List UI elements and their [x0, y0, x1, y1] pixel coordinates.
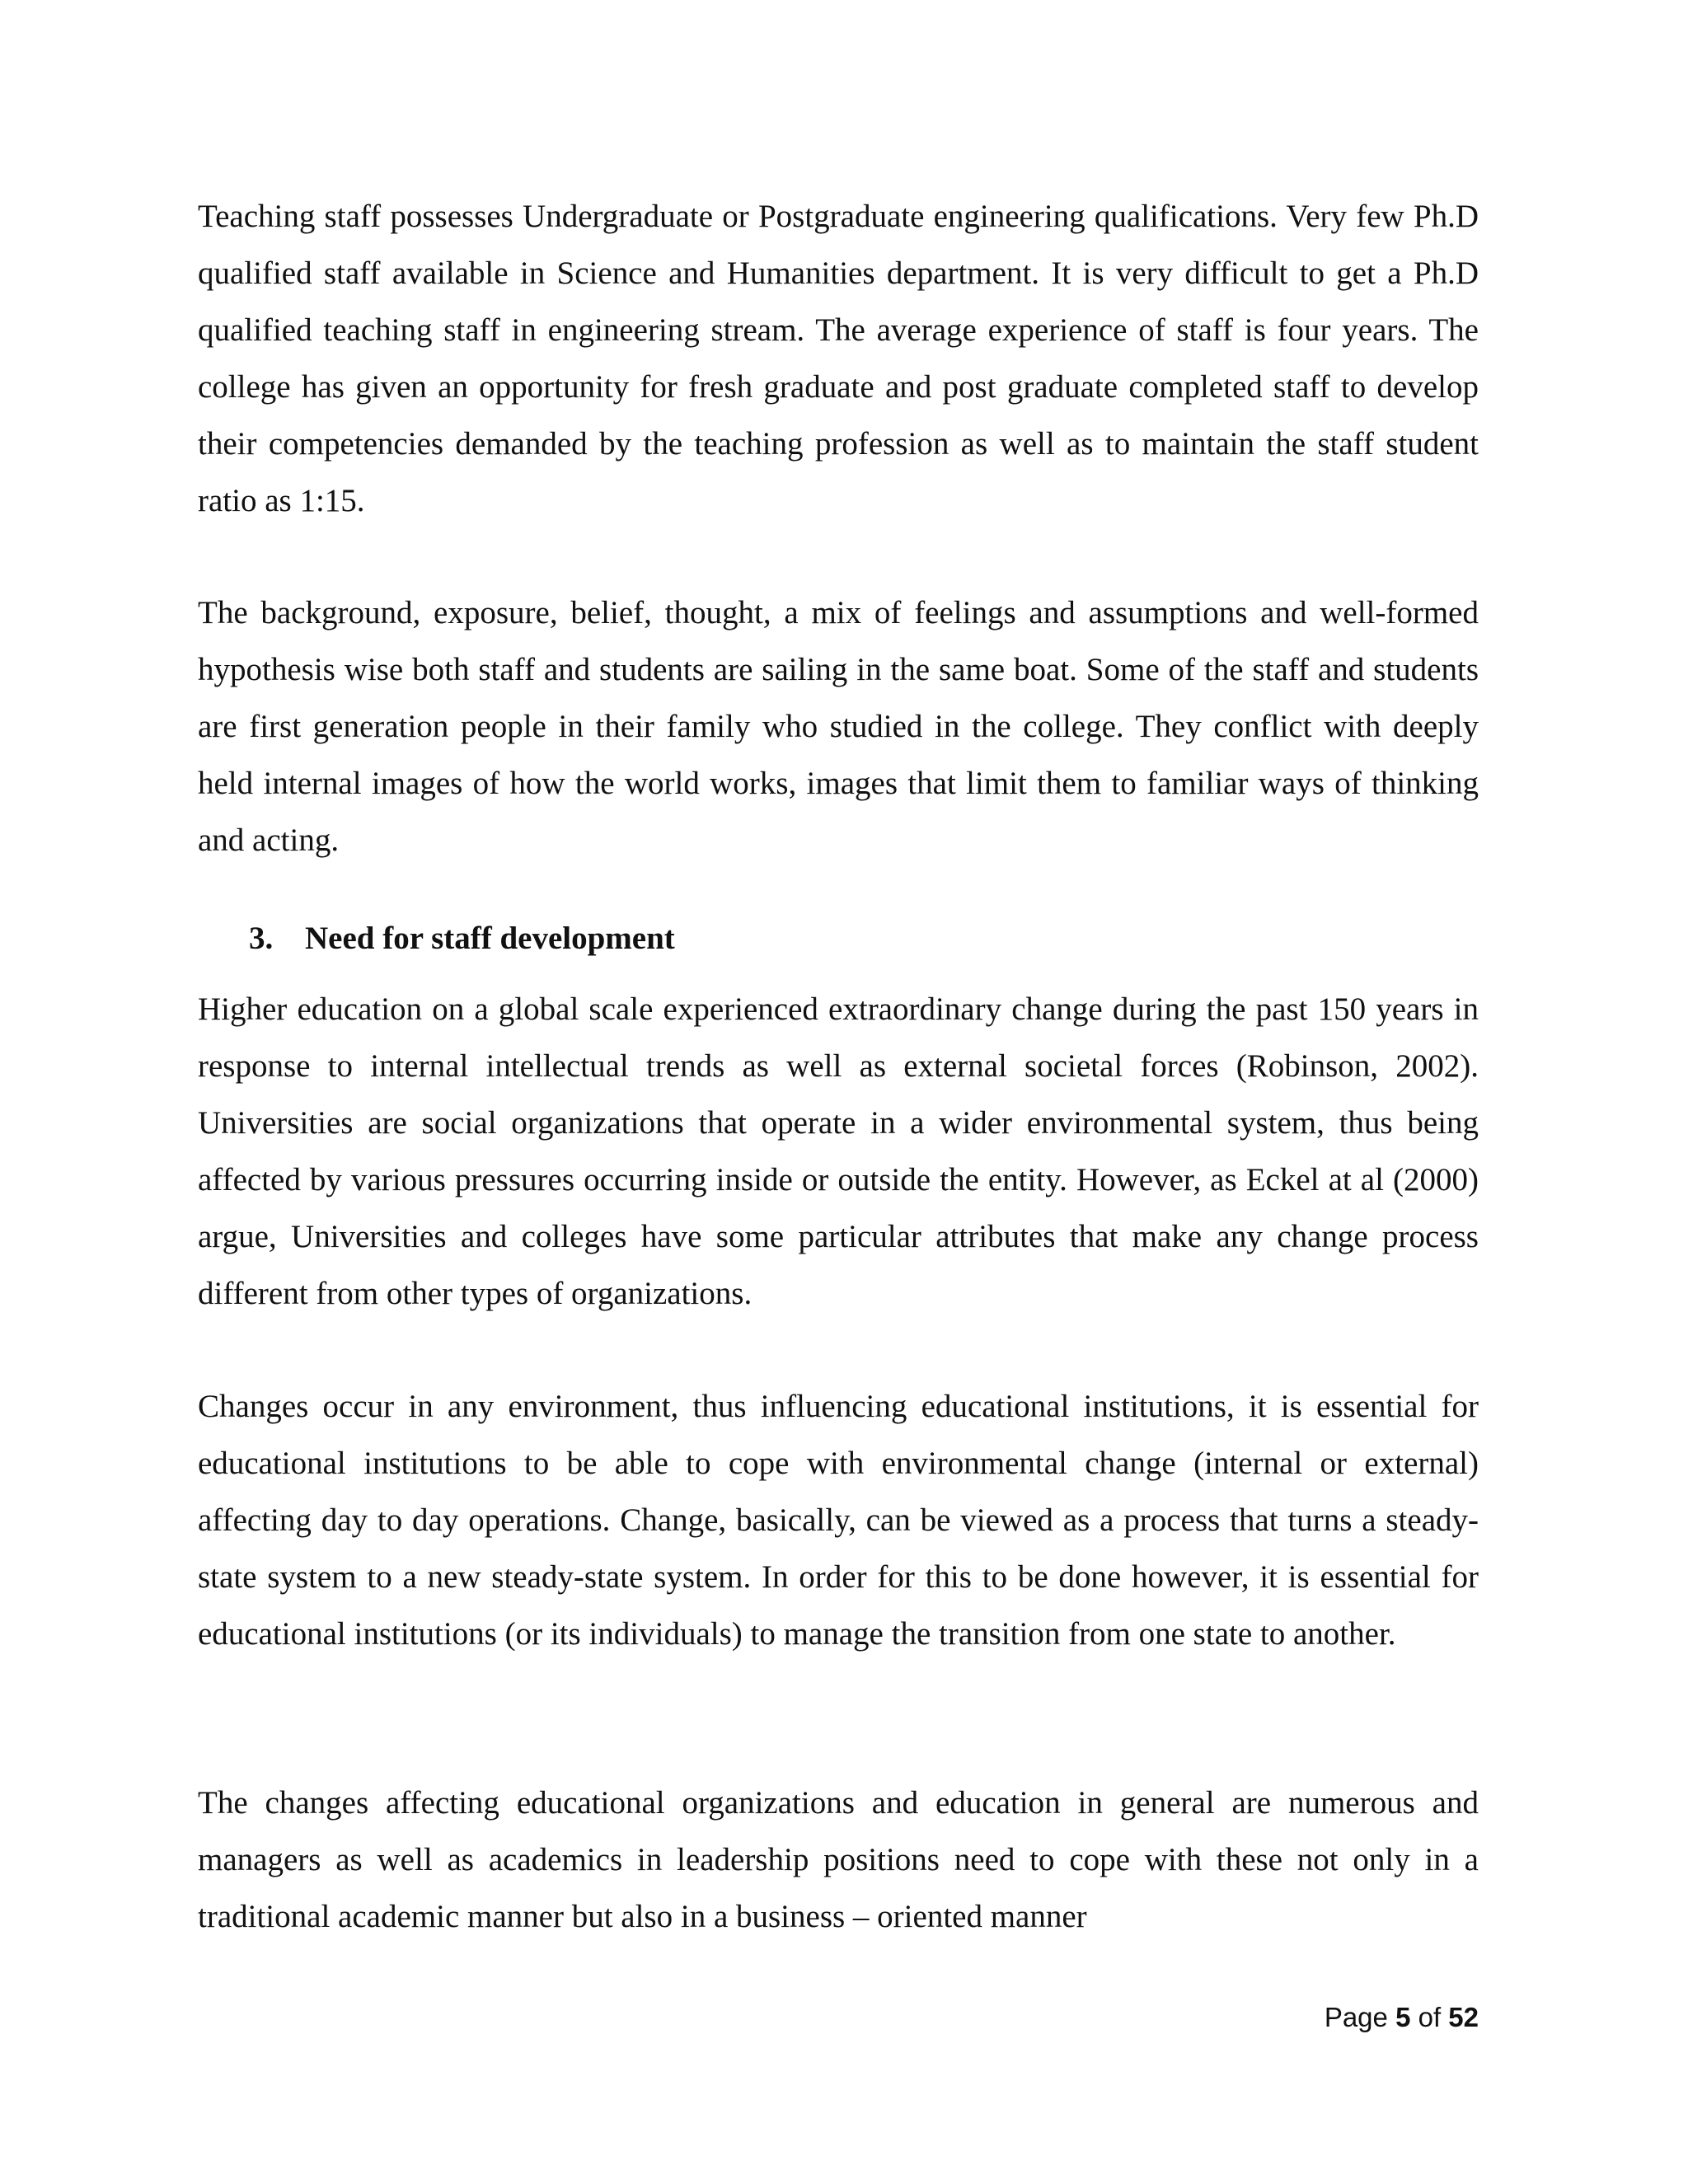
- page-total: 52: [1448, 2002, 1479, 2032]
- paragraph-changes: Changes occur in any environment, thus influencing educational institutions, it is essential for educational institutions to be able to cope with environmental change (internal or external) affecting day to day operations. Change, basically, can be viewed as a process that turns a steady-state system to a new steady-state system. In order for this to be done however, it is essential for educational institutions (or its individuals) to manage the transition from one state to another.: [198, 1389, 1479, 1652]
- paragraph-managers: The changes affecting educational organizations and education in general are numerous and managers as well as academics in leadership positions need to cope with these not only in a traditional academic manner but also in a business – oriented manner: [198, 1785, 1479, 1934]
- section-title: Need for staff development: [305, 921, 675, 956]
- paragraph-staff-qualifications: Teaching staff possesses Undergraduate or Postgraduate engineering qualifications. Very few Ph.D qualified staff available in Science and Humanities department. It is very difficult to get a Ph.D qualified teaching staff in engineering stream. The average experience of staff is four years. The college has given an opportunity for fresh graduate and post graduate completed staff to develop their competencies demanded by the teaching profession as well as to maintain the staff student ratio as 1:15.: [198, 199, 1479, 518]
- page-of: of: [1410, 2002, 1449, 2032]
- section-heading: [249, 910, 675, 967]
- paragraph-higher-education: Higher education on a global scale experienced extraordinary change during the past 150 years in response to internal intellectual trends as well as external societal forces (Robinson, 2002). Universities are social organizations that operate in a wider environmental system, thus being affected by various pressures occurring inside or outside the entity. However, as Eckel at al (2000) argue, Universities and colleges have some particular attributes that make any change process different from other types of organizations.: [198, 991, 1479, 1311]
- page-number-footer: [1325, 1993, 1479, 2042]
- page-current: 5: [1395, 2002, 1411, 2032]
- section-number: 3.: [249, 921, 274, 956]
- paragraph-background: The background, exposure, belief, thought, a mix of feelings and assumptions and well-formed hypothesis wise both staff and students are sailing in the same boat. Some of the staff and students are first generation people in their family who studied in the college. They conflict with deeply held internal images of how the world works, images that limit them to familiar ways of thinking and acting.: [198, 595, 1479, 858]
- page-prefix: Page: [1324, 2002, 1396, 2032]
